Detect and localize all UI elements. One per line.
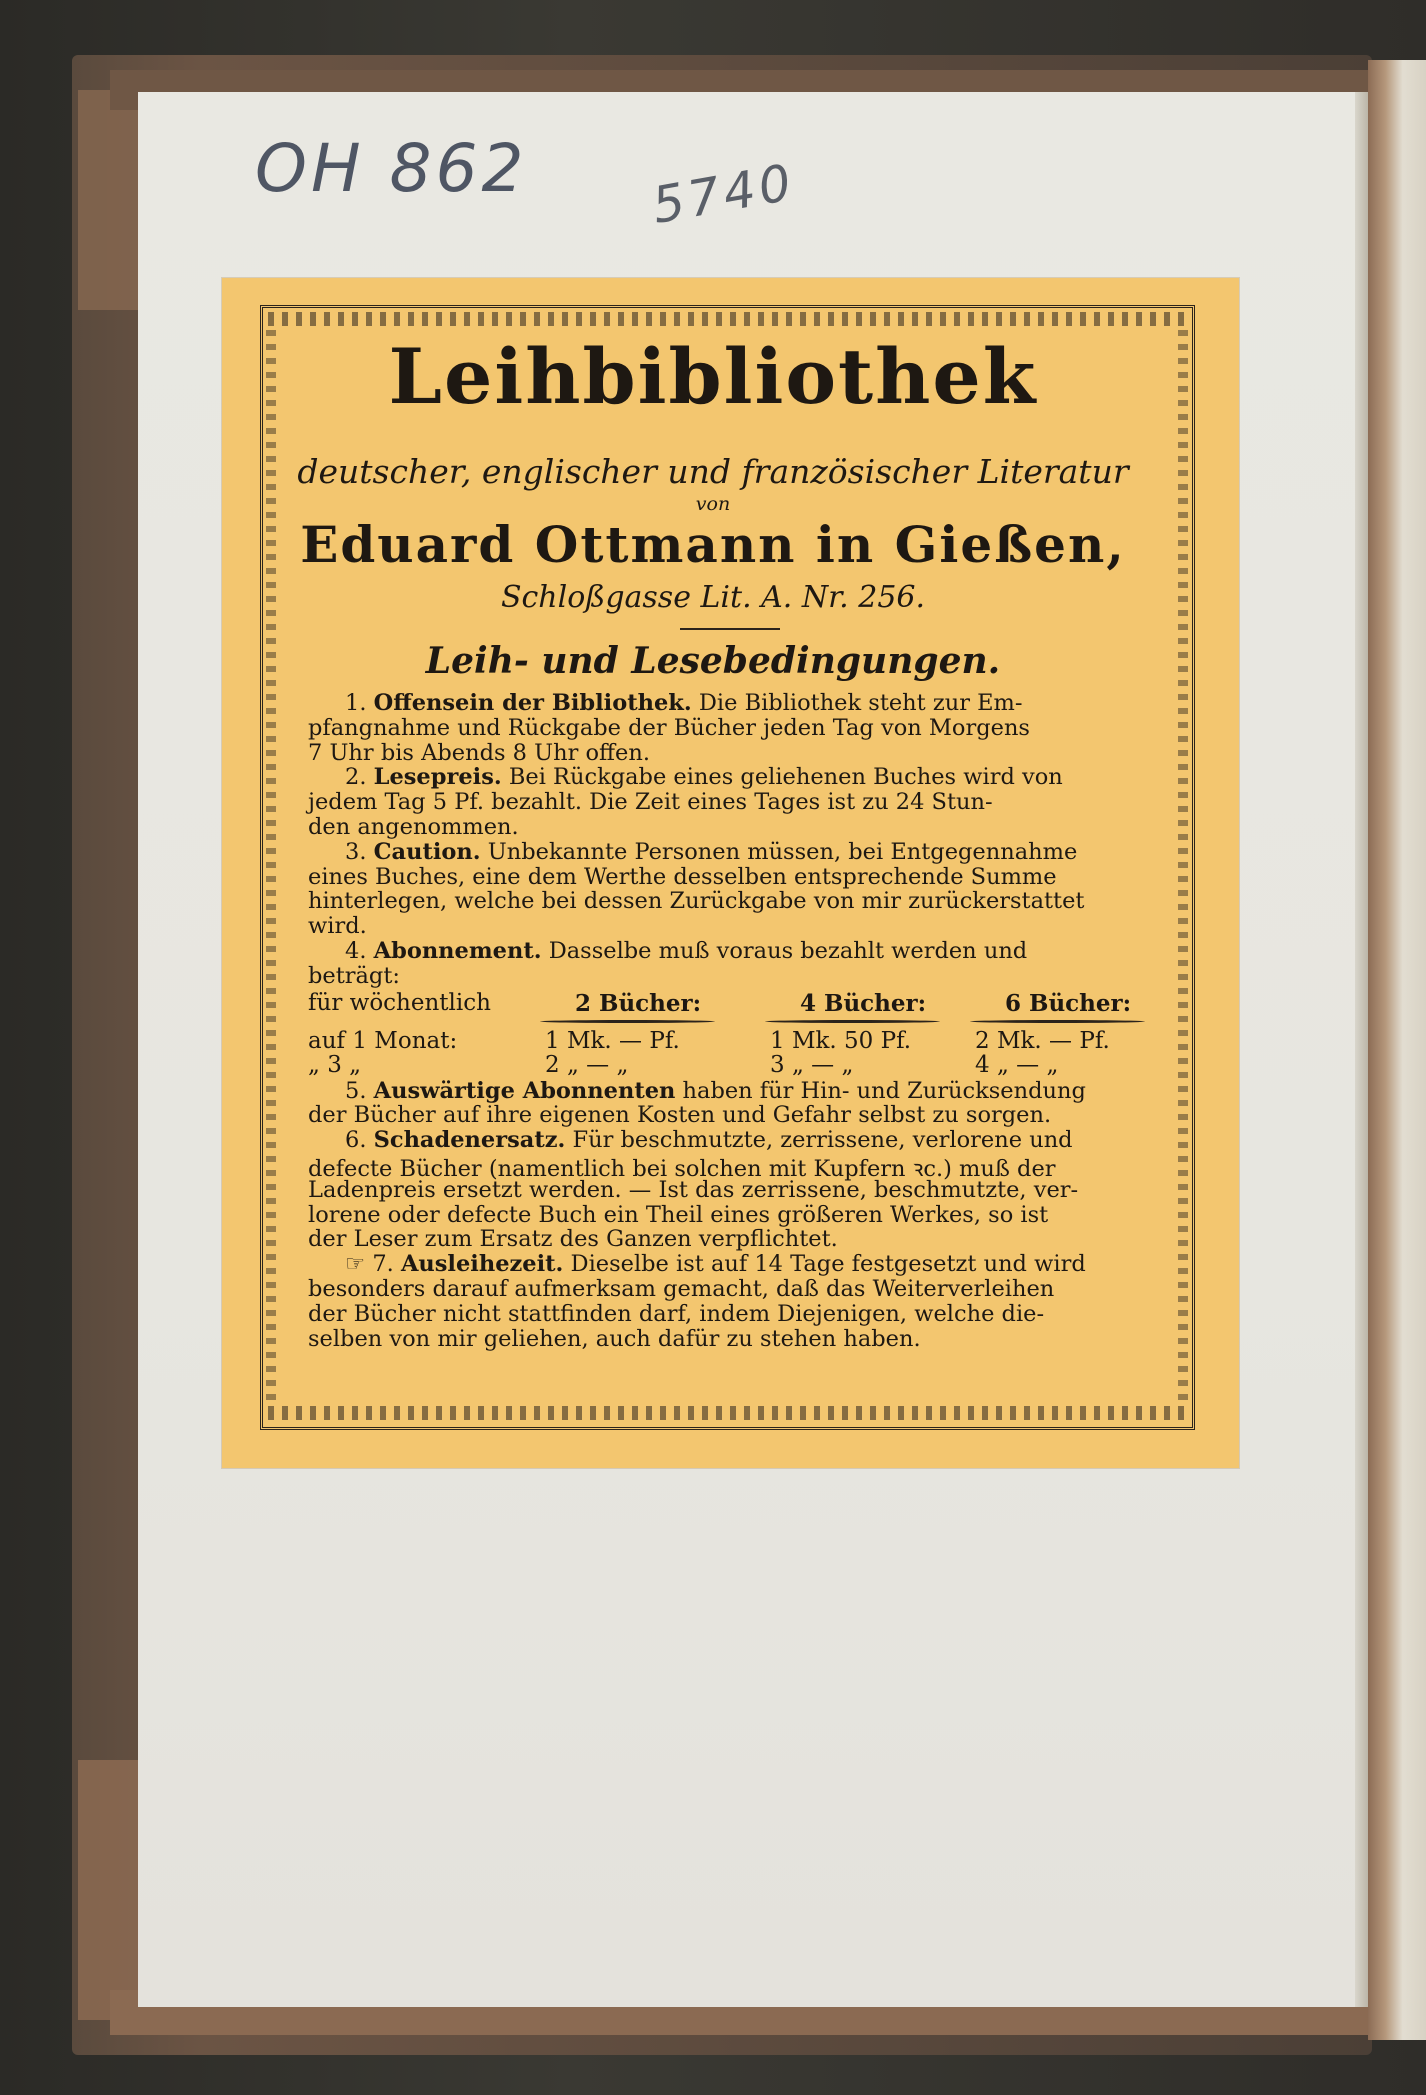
- condition-line: [345, 690, 1022, 716]
- condition-line: [308, 789, 993, 815]
- label-title: Leihbibliothek: [388, 332, 1038, 421]
- condition-text: der Bücher auf ihre eigenen Kosten und Gefahr selbst zu sorgen.: [308, 1102, 1052, 1129]
- price-column-flourish: [970, 1020, 1145, 1023]
- condition-text: den angenommen.: [308, 814, 519, 840]
- condition-line: [345, 1078, 1086, 1104]
- leather-corner-bottom: [78, 1760, 138, 2020]
- price-table-header-label: für wöchentlich: [308, 989, 491, 1016]
- condition-text: defecte Bücher (namentlich bei solchen mit Kupfern ꝛc.) muß der: [308, 1156, 1056, 1182]
- condition-term: Lesepreis.: [373, 764, 502, 791]
- price-column-header: 2 Bücher:: [575, 989, 702, 1017]
- condition-line: [308, 888, 1084, 914]
- condition-text: Für beschmutzte, zerrissene, verlorene und: [565, 1127, 1073, 1154]
- condition-line: [345, 1127, 1073, 1153]
- condition-text: Ladenpreis ersetzt werden. — Ist das zerrissene, beschmutzte, ver-: [308, 1176, 1079, 1203]
- frame-ornament-bottom: [268, 1406, 1188, 1420]
- condition-number: 5.: [345, 1077, 374, 1104]
- condition-term: Schadenersatz.: [373, 1127, 566, 1154]
- condition-line: [345, 839, 1077, 865]
- condition-number: 3.: [345, 838, 374, 865]
- price-cell: 2 „ — „: [545, 1051, 629, 1078]
- leather-corner-top: [78, 90, 138, 310]
- condition-number: 4.: [345, 938, 374, 964]
- price-column-flourish: [540, 1020, 715, 1023]
- condition-text: Bei Rückgabe eines geliehenen Buches wird von: [501, 764, 1063, 791]
- handwritten-inventory-number: 5740: [648, 153, 800, 235]
- price-cell: 2 Mk. — Pf.: [975, 1027, 1110, 1054]
- price-row-label: auf 1 Monat:: [308, 1027, 458, 1054]
- condition-text: jedem Tag 5 Pf. bezahlt. Die Zeit eines Tages ist zu 24 Stun-: [308, 789, 993, 816]
- frame-ornament-top: [268, 312, 1188, 326]
- condition-line: [308, 715, 1030, 741]
- conditions-heading: Leih- und Lesebedingungen.: [425, 640, 1001, 682]
- condition-line: [308, 1326, 921, 1352]
- condition-line: [308, 1102, 1051, 1128]
- condition-line: [308, 814, 519, 840]
- condition-line: [308, 1202, 1048, 1228]
- condition-text: beträgt:: [308, 962, 400, 989]
- condition-text: der Leser zum Ersatz des Ganzen verpflichtet.: [308, 1226, 838, 1253]
- condition-number: 1.: [345, 690, 374, 716]
- condition-line: [308, 1226, 838, 1252]
- condition-line: [308, 1301, 1044, 1327]
- price-cell: 4 „ — „: [975, 1051, 1059, 1078]
- condition-line: [345, 938, 1027, 964]
- condition-text: eines Buches, eine dem Werthe desselben entsprechende Summe: [308, 863, 1057, 890]
- condition-text: selben von mir geliehen, auch dafür zu stehen haben.: [308, 1325, 921, 1352]
- condition-number: 6.: [345, 1127, 374, 1154]
- price-row-label: „ 3 „: [308, 1051, 362, 1078]
- price-column-header: 6 Bücher:: [1005, 989, 1132, 1017]
- condition-line: [308, 913, 367, 939]
- label-owner: Eduard Ottmann in Gießen,: [300, 515, 1126, 574]
- condition-line: [308, 740, 650, 766]
- condition-line: [308, 1177, 1078, 1203]
- condition-line: [308, 864, 1057, 890]
- condition-text: Dasselbe muß voraus bezahlt werden und: [541, 938, 1028, 964]
- label-subtitle: deutscher, englischer und französischer Literatur: [297, 452, 1129, 491]
- condition-number: ☞ 7.: [345, 1251, 401, 1278]
- condition-text: hinterlegen, welche bei dessen Zurückgabe von mir zurückerstattet: [308, 888, 1085, 915]
- condition-text: Dieselbe ist auf 14 Tage festgesetzt und wird: [563, 1251, 1086, 1278]
- condition-text: Die Bibliothek steht zur Em-: [691, 690, 1023, 716]
- condition-text: Unbekannte Personen müssen, bei Entgegennahme: [480, 838, 1078, 865]
- price-cell: 1 Mk. 50 Pf.: [770, 1027, 912, 1054]
- condition-term: Offensein der Bibliothek.: [373, 690, 692, 716]
- condition-line: [345, 1251, 1086, 1277]
- condition-text: haben für Hin- und Zurücksendung: [675, 1077, 1086, 1104]
- condition-number: 2.: [345, 764, 374, 791]
- condition-term: Ausleihezeit.: [400, 1251, 564, 1278]
- condition-text: besonders darauf aufmerksam gemacht, daß das Weiterverleihen: [308, 1276, 1055, 1302]
- price-column-flourish: [765, 1020, 940, 1023]
- condition-text: 7 Uhr bis Abends 8 Uhr offen.: [308, 739, 651, 766]
- handwritten-shelf-mark: OH 862: [255, 130, 528, 207]
- condition-line: [308, 963, 400, 989]
- condition-text: wird.: [308, 913, 367, 940]
- label-von: von: [695, 493, 731, 515]
- price-cell: 3 „ — „: [770, 1051, 854, 1078]
- condition-text: lorene oder defecte Buch ein Theil eines größeren Werkes, so ist: [308, 1201, 1049, 1228]
- price-cell: 1 Mk. — Pf.: [545, 1027, 680, 1054]
- condition-line: [345, 764, 1063, 790]
- price-column-header: 4 Bücher:: [800, 989, 927, 1017]
- condition-term: Abonnement.: [373, 938, 542, 964]
- label-address: Schloßgasse Lit. A. Nr. 256.: [500, 580, 926, 615]
- condition-line: [308, 1276, 1054, 1302]
- condition-text: der Bücher nicht stattfinden darf, indem Diejenigen, welche die-: [308, 1300, 1045, 1327]
- heading-divider: [680, 628, 780, 630]
- condition-term: Caution.: [373, 838, 481, 865]
- condition-term: Auswärtige Abonnenten: [373, 1077, 676, 1104]
- condition-text: pfangnahme und Rückgabe der Bücher jeden Tag von Morgens: [308, 714, 1030, 741]
